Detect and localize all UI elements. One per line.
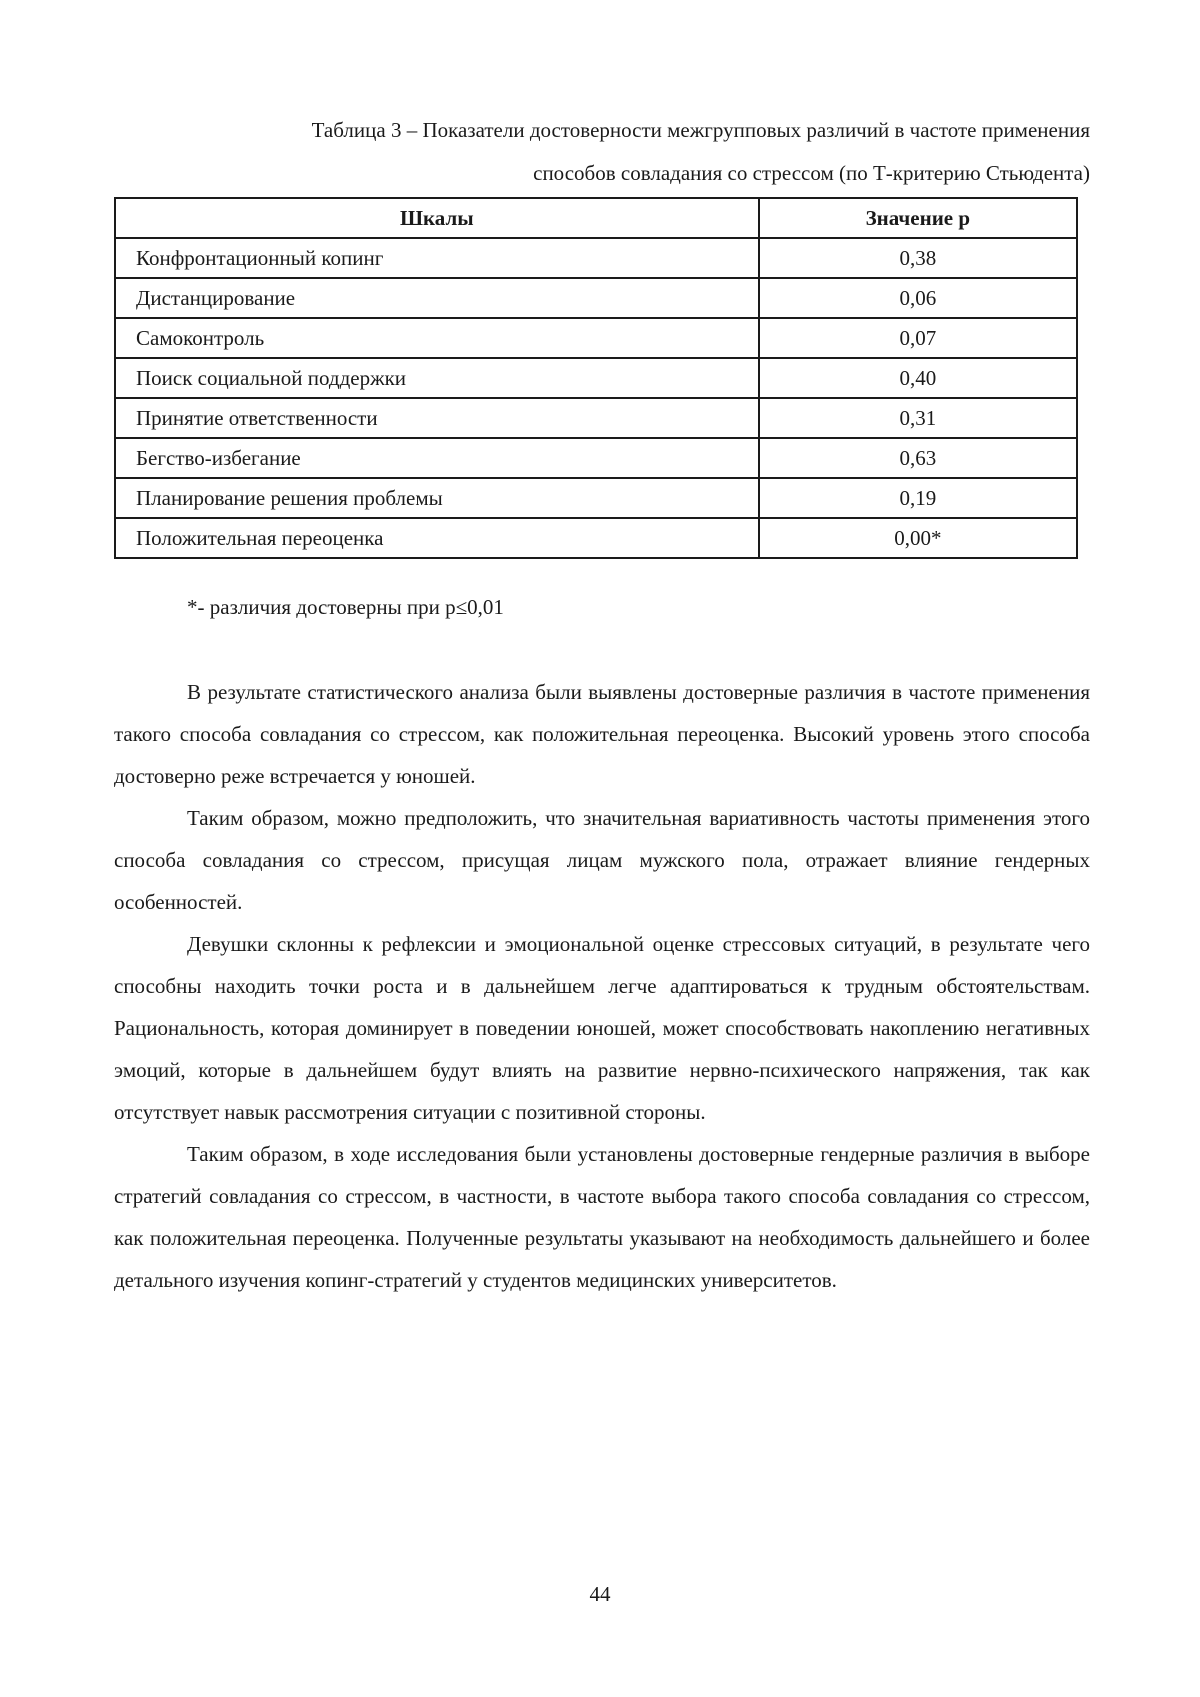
- table-header-row: [115, 198, 1077, 238]
- table-footnote: *- различия достоверны при р≤0,01: [187, 595, 504, 619]
- scale-cell: Конфронтационный копинг: [115, 238, 759, 278]
- column-header-p-value: Значение р: [759, 198, 1077, 238]
- page-number: 44: [589, 1582, 611, 1606]
- body-text: [114, 671, 1090, 1301]
- paragraph: Таким образом, в ходе исследования были установлены достоверные гендерные различия в выборе стратегий совладания со стрессом, в частности, в частоте выбора такого способа совладания со стрессом, как положительная переоценка. Полученные результаты указывают на необходимость дальнейшего и более детального изучения копинг-стратегий у студентов медицинских университетов.: [114, 1142, 1090, 1292]
- scale-cell: Поиск социальной поддержки: [115, 358, 759, 398]
- table-row: [115, 398, 1077, 438]
- p-value-cell: 0,31: [759, 398, 1077, 438]
- p-value-table: [114, 197, 1078, 559]
- column-header-scales: Шкалы: [115, 198, 759, 238]
- paragraph: Девушки склонны к рефлексии и эмоциональной оценке стрессовых ситуаций, в результате чего способны находить точки роста и в дальнейшем легче адаптироваться к трудным обстоятельствам. Рациональность, которая доминирует в поведении юношей, может способствовать накоплению негативных эмоций, которые в дальнейшем будут влиять на развитие нервно-психического напряжения, так как отсутствует навык рассмотрения ситуации с позитивной стороны.: [114, 932, 1090, 1124]
- p-value-cell: 0,19: [759, 478, 1077, 518]
- table-row: [115, 238, 1077, 278]
- table-caption-line-1: Таблица 3 – Показатели достоверности межгрупповых различий в частоте применения: [311, 118, 1090, 142]
- p-value-cell: 0,00*: [759, 518, 1077, 558]
- scale-cell: Принятие ответственности: [115, 398, 759, 438]
- p-value-cell: 0,63: [759, 438, 1077, 478]
- p-value-cell: 0,40: [759, 358, 1077, 398]
- scale-cell: Планирование решения проблемы: [115, 478, 759, 518]
- scale-cell: Бегство-избегание: [115, 438, 759, 478]
- scale-cell: Дистанцирование: [115, 278, 759, 318]
- p-value-cell: 0,06: [759, 278, 1077, 318]
- p-value-cell: 0,38: [759, 238, 1077, 278]
- scale-cell: Положительная переоценка: [115, 518, 759, 558]
- p-value-cell: 0,07: [759, 318, 1077, 358]
- paragraph: Таким образом, можно предположить, что значительная вариативность частоты применения этого способа совладания со стрессом, присущая лицам мужского пола, отражает влияние гендерных особенностей.: [114, 806, 1090, 914]
- table-row: [115, 358, 1077, 398]
- table-row: [115, 318, 1077, 358]
- table-row: [115, 438, 1077, 478]
- table-row: [115, 278, 1077, 318]
- table-caption-line-2: способов совладания со стрессом (по Т-критерию Стьюдента): [533, 161, 1090, 185]
- table-row: [115, 518, 1077, 558]
- scale-cell: Самоконтроль: [115, 318, 759, 358]
- paragraph: В результате статистического анализа были выявлены достоверные различия в частоте применения такого способа совладания со стрессом, как положительная переоценка. Высокий уровень этого способа достоверно реже встречается у юношей.: [114, 680, 1090, 788]
- table-row: [115, 478, 1077, 518]
